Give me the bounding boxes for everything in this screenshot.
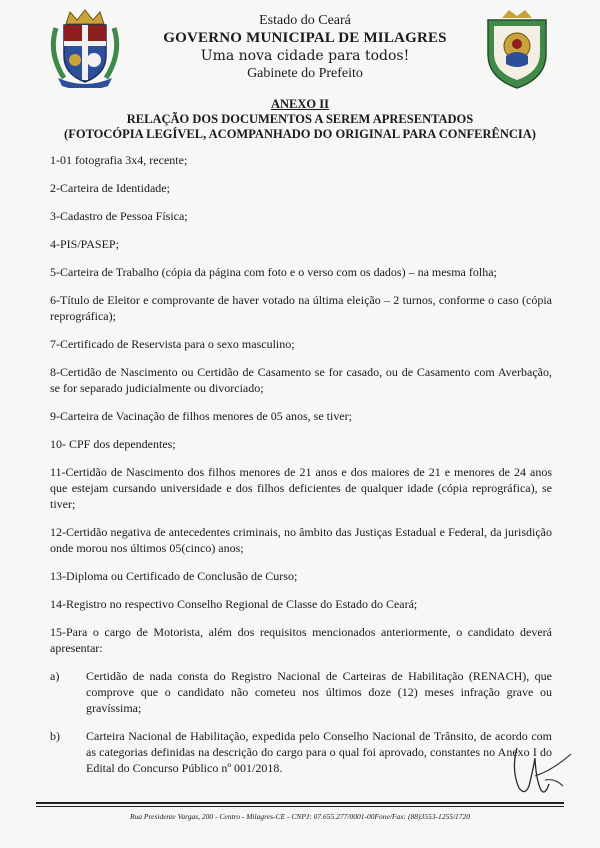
annex-title: ANEXO II	[271, 97, 329, 111]
list-item: 1-01 fotografia 3x4, recente;	[50, 153, 188, 167]
sub-item-text: Carteira Nacional de Habilitação, expedida pelo Conselho Nacional de Trânsito, de acordo com as categorias definidas na descrição do cargo para o qual foi aprovado, constantes no Anexo I do Edital do Concurso Público nº 001/2018.	[86, 729, 552, 775]
list-item: 10- CPF dos dependentes;	[50, 437, 176, 451]
list-item: 14-Registro no respectivo Conselho Regional de Classe do Estado do Ceará;	[50, 597, 418, 611]
letterhead	[0, 0, 600, 95]
state-name: Estado do Ceará	[259, 13, 351, 28]
list-item: 2-Carteira de Identidade;	[50, 181, 170, 195]
sub-item-label: b)	[50, 729, 60, 743]
list-item: 5-Carteira de Trabalho (cópia da página com foto e o verso com os dados) – na mesma folha;	[50, 265, 497, 279]
relation-title: RELAÇÃO DOS DOCUMENTOS A SEREM APRESENTADOS	[126, 112, 474, 126]
documents-list	[50, 152, 552, 776]
list-item: 4-PIS/PASEP;	[50, 237, 119, 251]
government-name: GOVERNO MUNICIPAL DE MILAGRES	[163, 30, 447, 46]
list-item: 9-Carteira de Vacinação de filhos menores de 05 anos, se tiver;	[50, 409, 353, 423]
sub-item-text: Certidão de nada consta do Registro Nacional de Carteiras de Habilitação (RENACH), que comprove que o candidato não cometeu nos últimos doze (12) meses infração grave ou gravíssima;	[86, 669, 552, 715]
sub-item-a	[50, 668, 552, 716]
state-coat-of-arms-icon	[482, 8, 552, 90]
footer-divider-thin	[36, 806, 564, 807]
office-name: Gabinete do Prefeito	[247, 66, 363, 81]
footer-divider	[36, 802, 564, 804]
signature-icon	[505, 740, 575, 800]
letterhead-text	[140, 12, 470, 83]
footer-address: Rua Presidente Vargas, 200 - Centro - Milagres-CE - CNPJ: 07.655.277/0001-00Fone/Fax: (88)3553-1255/1720	[129, 812, 471, 821]
list-item: 6-Título de Eleitor e comprovante de haver votado na última eleição – 2 turnos, conforme o caso (cópia reprográfica);	[50, 293, 552, 323]
list-item: 11-Certidão de Nascimento dos filhos menores de 21 anos e dos maiores de 21 e menores de 24 anos que estejam cursando universidade e dos filhos deficientes de qualquer idade (cópia reprográfica), se tiver;	[50, 465, 552, 511]
list-item: 7-Certificado de Reservista para o sexo masculino;	[50, 337, 295, 351]
annex-titles	[40, 97, 560, 142]
list-item: 12-Certidão negativa de antecedentes criminais, no âmbito das Justiças Estadual e Federal, da jurisdição onde morou nos últimos 05(cinco) anos;	[50, 525, 552, 555]
municipal-coat-of-arms-icon	[46, 8, 124, 88]
sub-item-label: a)	[50, 669, 60, 683]
sub-item-b	[50, 728, 552, 776]
list-item: 3-Cadastro de Pessoa Física;	[50, 209, 188, 223]
list-item: 8-Certidão de Nascimento ou Certidão de Casamento se for casado, ou de Casamento com Averbação, se for separado judicialmente ou divorciado;	[50, 365, 552, 395]
slogan: Uma nova cidade para todos!	[200, 48, 410, 64]
list-item: 15-Para o cargo de Motorista, além dos requisitos mencionados anteriormente, o candidato deverá apresentar:	[50, 625, 552, 655]
list-item: 13-Diploma ou Certificado de Conclusão de Curso;	[50, 569, 298, 583]
copy-note: (FOTOCÓPIA LEGÍVEL, ACOMPANHADO DO ORIGINAL PARA CONFERÊNCIA)	[64, 127, 536, 141]
